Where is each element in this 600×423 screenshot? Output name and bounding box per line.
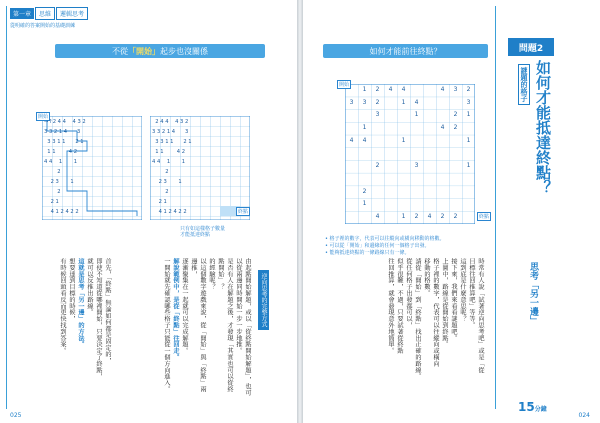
grid-row: 2 3 1 <box>44 179 74 185</box>
grid-cell: 1 <box>362 200 367 208</box>
body-column: 逐漸聚集在一起就可以完成解題。 <box>181 258 188 354</box>
grid-row: 2 1 <box>44 199 59 205</box>
question-number: 問題2 <box>508 38 554 56</box>
title-tag: 謎題的格子 <box>518 64 530 105</box>
grid-cell: 3 <box>453 86 458 93</box>
right-body-text <box>325 258 485 398</box>
left-page <box>0 0 297 423</box>
grid-cell: 1 <box>466 111 471 119</box>
body-column: 時常有人說「試著逆向思考吧」或是「從 <box>477 258 484 374</box>
chapter-tag: 邏輯思考 <box>56 7 88 20</box>
grid-row: 4 1 2 4 2 2 <box>44 209 79 215</box>
grid-cell: 3 <box>414 162 419 170</box>
grid-cell: 2 <box>375 162 380 170</box>
question-title: 如何才能抵達終點？ <box>534 60 552 195</box>
grid-row: 2 4 4 4 3 2 <box>152 119 189 125</box>
grid-row: 4 4 1 1 <box>152 159 185 165</box>
grid-cell: 1 <box>466 162 471 170</box>
grid-row: 3 3 2 1 4 3 <box>44 129 81 135</box>
grid-cell: 4 <box>414 98 419 106</box>
grid-cell: 2 <box>362 187 367 195</box>
body-column: 一開始就先確認哪些格子只能從一個方向進入。 <box>163 258 170 393</box>
question-banner: 如何才能前往終點？ <box>323 44 488 58</box>
grid-cell: 2 <box>453 124 458 132</box>
left-body-text-2 <box>124 258 252 398</box>
grid-cell: 1 <box>466 136 471 144</box>
grid-cell: 3 <box>466 98 471 106</box>
body-column: 請從「開始」到「終點」找出正確的路線。 <box>414 258 421 380</box>
end-tag: 終點 <box>479 214 490 220</box>
grid-row: 3 3 1 1 2 1 <box>44 139 84 145</box>
body-column: 這到底是什麼意思呢？ <box>459 258 466 322</box>
question-subtitle: 思考「另一邊」 <box>528 262 538 325</box>
body-column: 就可以反推出路線。 <box>86 258 93 316</box>
grid-cell: 1 <box>401 136 406 144</box>
chapter-header <box>10 8 89 19</box>
grid-cell: 4 <box>388 86 393 93</box>
body-column: 往回推算，就會發現意外地簡單。 <box>387 258 394 354</box>
grid-row: 2 3 1 <box>152 179 182 185</box>
grid-cell: 2 <box>440 213 445 220</box>
grid-cell: 4 <box>362 136 367 144</box>
time-unit: 分鐘 <box>534 406 547 413</box>
banner-post: 起步也沒關係 <box>160 46 208 56</box>
grid-cell: 2 <box>375 86 380 93</box>
grid-cell: 4 <box>440 86 445 93</box>
left-body-text <box>20 258 112 398</box>
grid-cell: 4 <box>349 136 354 144</box>
body-column: 想要達到目標的時候， <box>68 258 75 322</box>
grid-row: 3 3 2 1 4 3 <box>152 129 189 135</box>
body-column: 的經驗呢？ <box>208 258 215 290</box>
body-column: 首先，「終點」無論如何都是固定的， <box>104 258 111 364</box>
grid-row: 1 1 4 2 <box>152 149 185 155</box>
body-column: 目標往回推算吧」等等。 <box>468 258 475 329</box>
body-column: 以這個數字遊戲來說，從「開始」與「終點」兩邊推， <box>190 258 206 393</box>
grid2-numbers <box>150 117 250 221</box>
grid-cell: 1 <box>401 213 406 220</box>
body-column-highlight: 這就是思考「另一邊」的方法。 <box>77 258 84 348</box>
grid-cell: 2 <box>453 213 458 220</box>
grid-cell: 3 <box>362 98 367 106</box>
grid-cell: 1 <box>362 86 367 93</box>
grid-caption <box>180 226 225 238</box>
body-column-highlight: 解說範例中，是從「終點」往回走。 <box>172 258 179 361</box>
grid-cell: 3 <box>349 98 354 106</box>
grid-row: 2 1 <box>152 199 167 205</box>
start-tag: 開始 <box>339 82 350 88</box>
grid-row: 3 3 1 1 2 1 <box>152 139 192 145</box>
grid-cell: 4 <box>401 86 406 93</box>
grid-cell: 2 <box>375 98 380 106</box>
grid-row: 4 1 2 4 2 2 <box>152 209 187 215</box>
body-column: 是否有人在解題之後，才發現「其實也可以從終點開始」？ <box>217 258 233 393</box>
banner-highlight: 「開始」 <box>128 46 160 56</box>
rule-item: • 格子裡的數字，代表可以往縱向或橫向移動的格數。 <box>325 236 445 242</box>
body-column: 接下來，我們來看看謎題吧。 <box>450 258 457 342</box>
body-column: 移動的格數。 <box>423 258 430 297</box>
banner-pre: 不從 <box>112 46 128 56</box>
caption-line: 只有如這樣格子數量 <box>180 226 226 232</box>
rule-item: • 能夠抵達終點的一條路線只有一條。 <box>325 250 410 256</box>
grid-row: 2 <box>44 169 61 175</box>
page-number: 025 <box>10 412 22 419</box>
left-margin-line <box>6 6 7 409</box>
grid-cell: 4 <box>427 213 432 220</box>
right-page <box>303 0 600 423</box>
chapter-tag: 思維 <box>35 7 55 20</box>
grid-row: 2 <box>44 189 71 195</box>
grid-row: 4 4 1 1 <box>44 159 77 165</box>
start-tag: 開始 <box>38 114 49 120</box>
grid-cell: 2 <box>466 86 471 93</box>
caption-line: 才能抵達終點 <box>180 232 211 238</box>
grid-cell: 1 <box>401 98 406 106</box>
right-divider-line <box>495 6 496 409</box>
grid-cell: 1 <box>362 124 367 132</box>
grid-cell: 4 <box>440 124 445 132</box>
grid-cell: 2 <box>453 111 458 119</box>
rules-list <box>325 236 445 257</box>
grid-cell: 2 <box>414 213 419 220</box>
grid-row: 2 <box>152 189 169 195</box>
time-value: 15 <box>518 400 535 414</box>
puzzle-grid-numbers <box>345 84 475 224</box>
body-column: 有時候回頭看反而更快找到答案。 <box>59 258 66 354</box>
chapter-subtitle: 從明確的答案開始的基礎訓練 <box>10 23 76 29</box>
grid-row: →↑2 4 4 4 3 2 <box>44 119 86 125</box>
grid-cell: 1 <box>414 111 419 119</box>
tip-title: 逆向思考的完整方式 <box>258 270 269 330</box>
body-column: 格子裡的數字，代表可以往縱向或橫向 <box>432 258 439 367</box>
grid1-numbers <box>42 117 142 221</box>
grid-cell: 3 <box>375 111 380 119</box>
section-banner <box>55 44 265 58</box>
chapter-label: 第一章 <box>10 8 34 19</box>
body-column: 上圖中，路線是從開始到終點。 <box>441 258 448 348</box>
end-tag: 終點 <box>238 209 249 215</box>
body-column: 從任何格子出發都可以， <box>405 258 412 329</box>
grid-row: 1 1 4 2 <box>44 149 77 155</box>
grid-row: 2 <box>152 169 169 175</box>
grid-cell: 4 <box>375 213 380 220</box>
time-estimate <box>518 400 547 414</box>
page-number: 024 <box>578 412 590 419</box>
body-column: 即使不知道從哪裡開始，只要決定了終點， <box>95 258 102 380</box>
body-column: 似乎很難，不過，只要試著從終點 <box>396 258 403 354</box>
body-column: 由起點開始解題，或以「從終點開始解題」，也可以從兩邊同時開始一步一步地推。 <box>235 258 251 396</box>
rule-item: • 可以從「開始」和邊緣的任何一個格子出發。 <box>325 243 430 249</box>
